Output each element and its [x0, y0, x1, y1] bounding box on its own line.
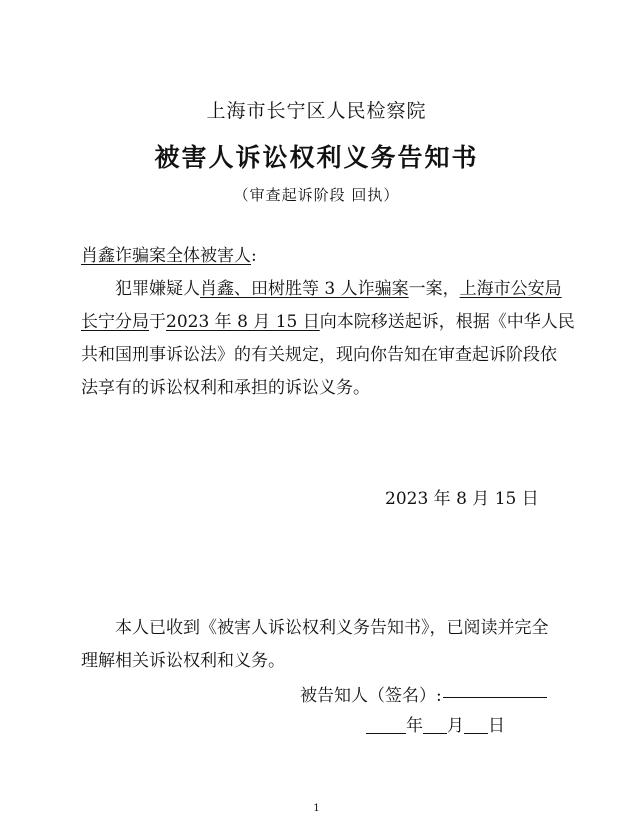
transfer-date: 2023 年 8 月 15 日 [166, 312, 320, 332]
text-segment: 犯罪嫌疑人 [115, 279, 200, 299]
month-blank[interactable] [423, 716, 447, 734]
paragraph-line-1 [115, 274, 562, 299]
year-blank[interactable] [366, 716, 406, 734]
text-segment: 向本院移送起诉，根据《中华人民 [319, 312, 575, 332]
paragraph-line-3: 共和国刑事诉讼法》的有关规定，现向你告知在审查起诉阶段依 [81, 345, 557, 365]
addressee [81, 241, 257, 266]
suspect-names: 肖鑫、田树胜等 3 人诈骗案 [200, 279, 409, 299]
acknowledgement-line-1: 本人已收到《被害人诉讼权利义务告知书》，已阅读并完全 [115, 618, 549, 638]
day-blank[interactable] [464, 716, 488, 734]
office-name: 上海市长宁区人民检察院 [206, 100, 427, 122]
document-date: 2023 年 8 月 15 日 [385, 489, 539, 509]
day-label: 日 [488, 716, 505, 736]
paragraph-line-2 [81, 307, 575, 332]
month-label: 月 [447, 716, 464, 736]
signature-date-row [366, 711, 505, 736]
paragraph-line-4: 法享有的诉讼权利和承担的诉讼义务。 [81, 378, 370, 398]
document-title: 被害人诉讼权利义务告知书 [154, 143, 479, 172]
text-segment: 于 [149, 312, 166, 332]
acknowledgement-line-2: 理解相关诉讼权利和义务。 [81, 651, 285, 671]
page-number: 1 [313, 803, 320, 814]
signature-line[interactable] [443, 697, 547, 698]
text-segment: 一案， [408, 279, 460, 299]
signature-label: 被告知人（签名）: [300, 686, 442, 706]
year-label: 年 [406, 716, 423, 736]
document-subtitle: （审查起诉阶段 回执） [233, 186, 400, 204]
addressee-name: 肖鑫诈骗案全体被害人 [81, 246, 251, 266]
addressee-colon: : [251, 246, 257, 266]
police-agency-part-2: 长宁分局 [81, 312, 149, 332]
police-agency-part-1: 上海市公安局 [459, 279, 562, 299]
